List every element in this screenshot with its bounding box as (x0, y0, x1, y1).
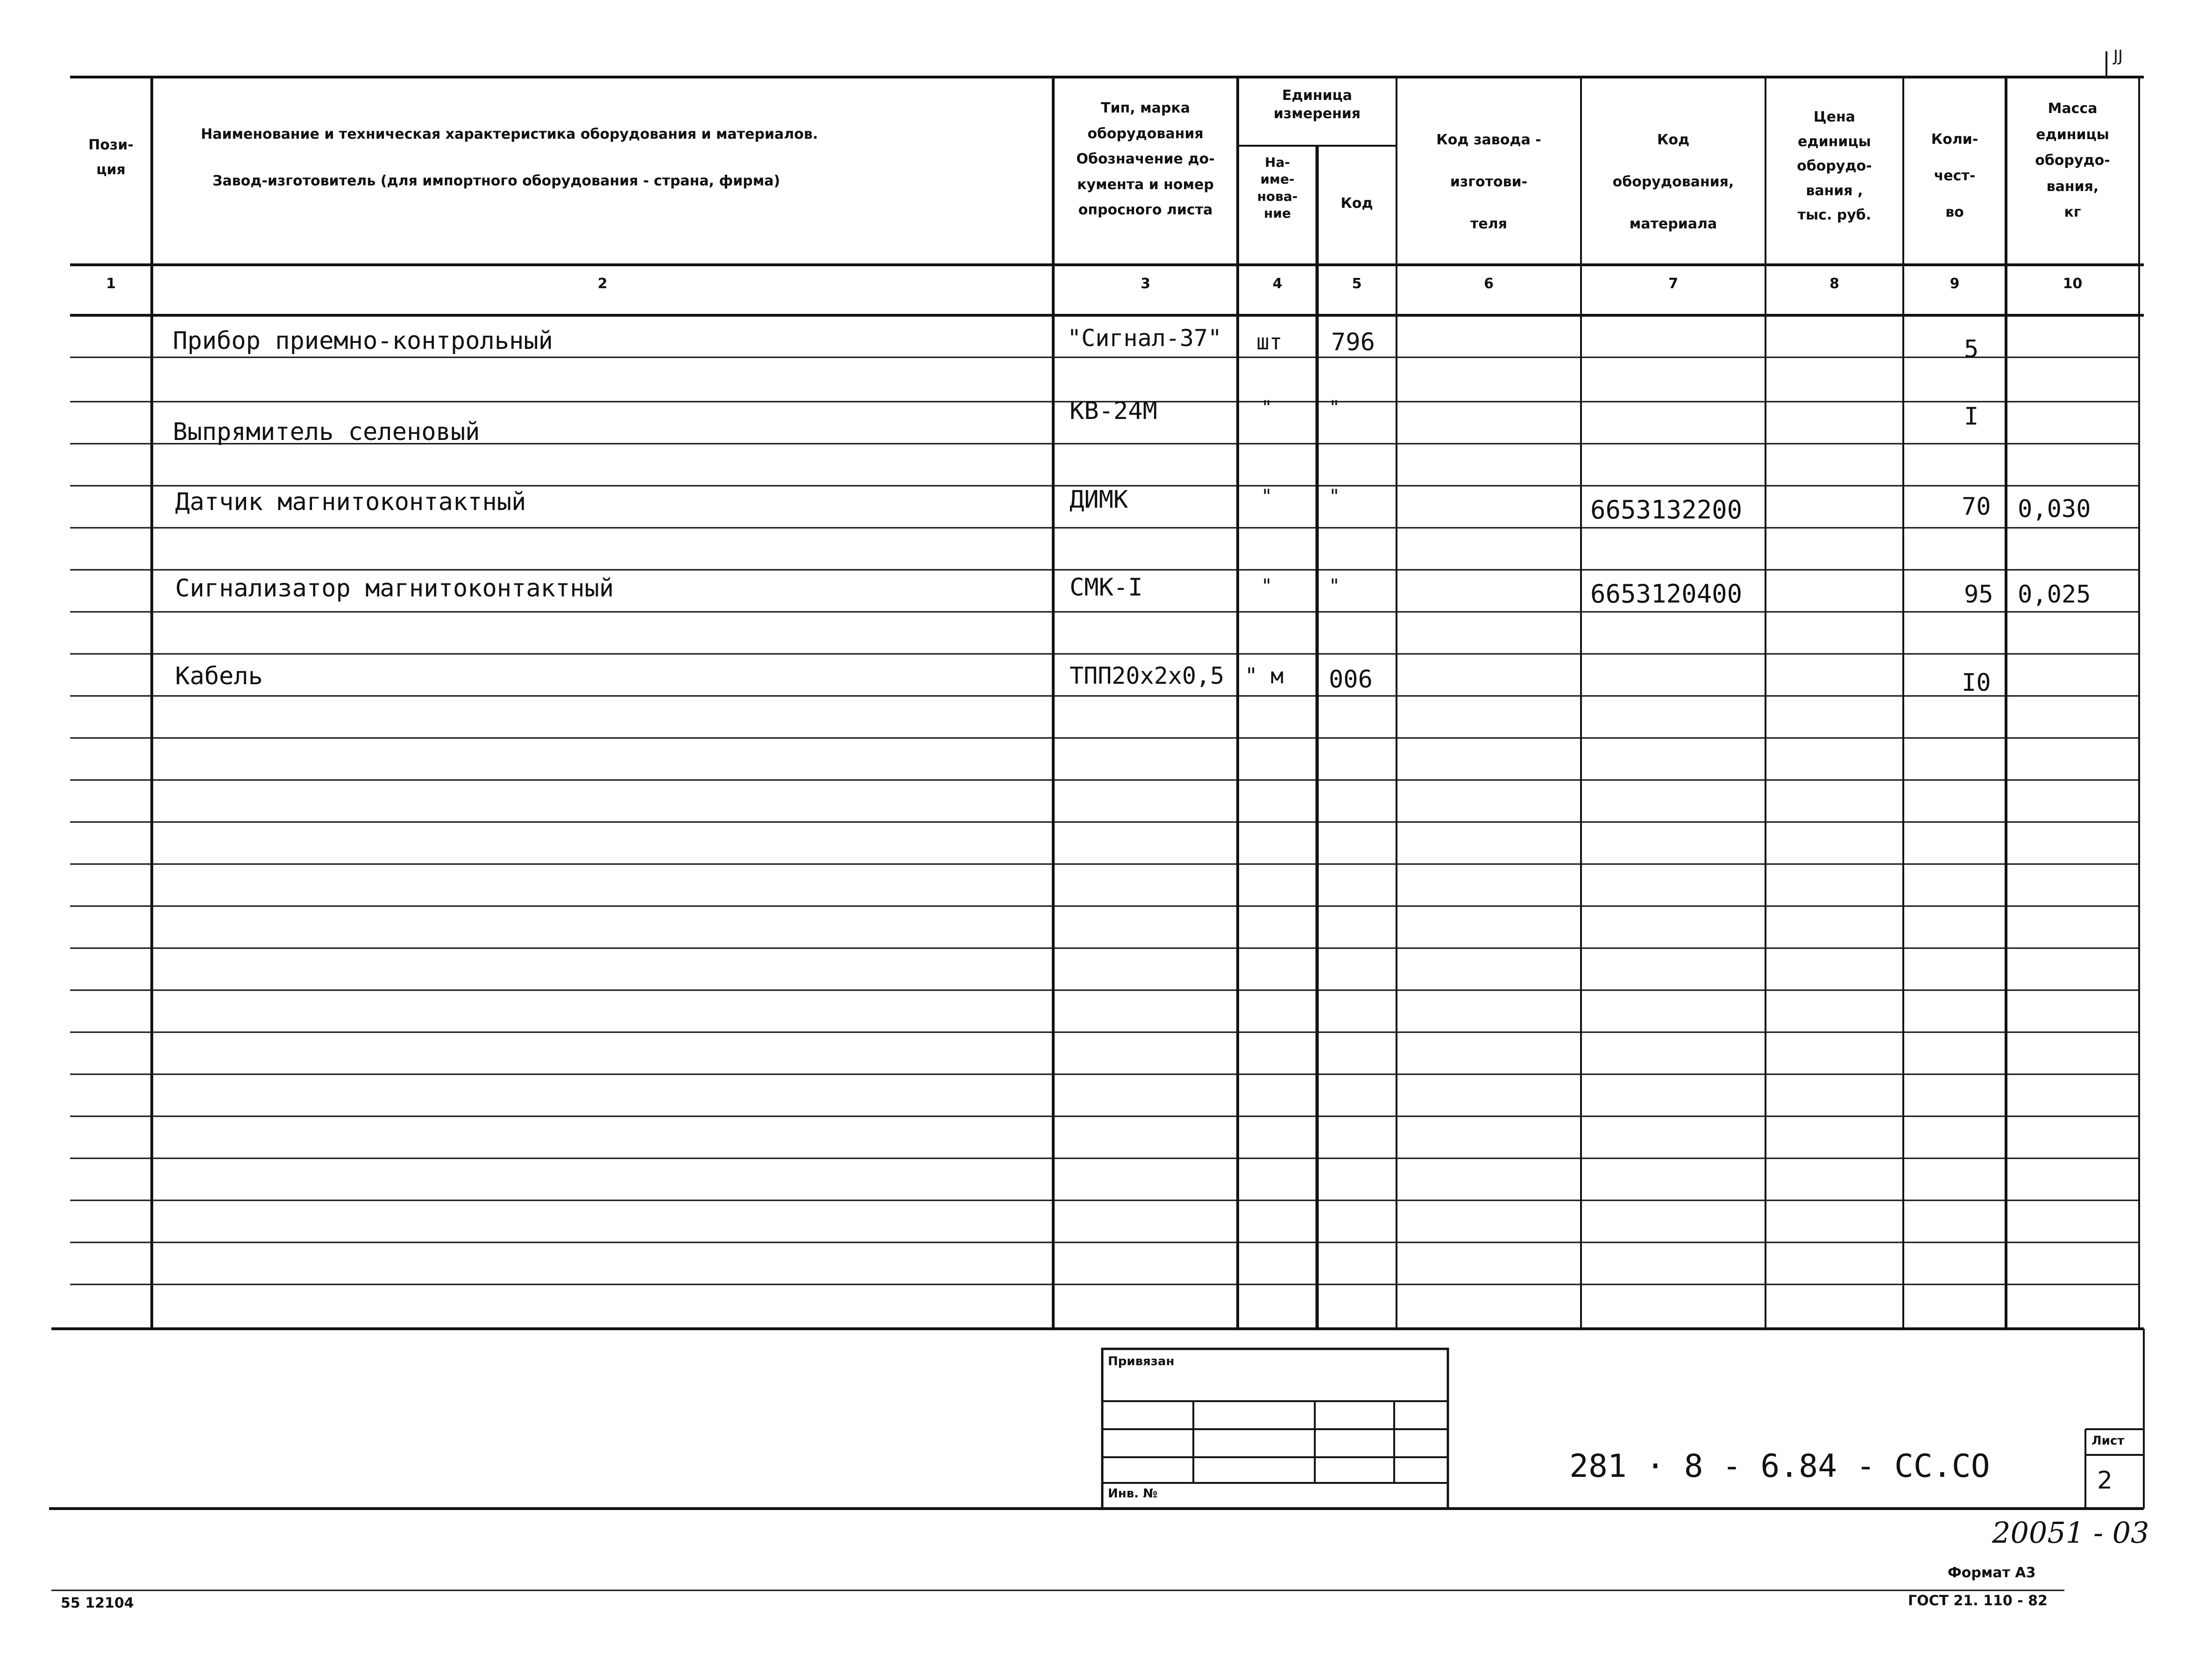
row-quantity: I0 (1962, 669, 1991, 697)
header-unit-group: Единица измерения (1273, 87, 1361, 122)
header-quantity: Коли- чест- во (1931, 131, 1978, 220)
col-number-5: 5 (1352, 276, 1362, 292)
corner-mark: ЈЈ (2113, 47, 2123, 65)
col-number-9: 9 (1950, 276, 1960, 292)
row-quantity: 5 (1964, 335, 1979, 363)
row-equipment-code: 6653132200 (1590, 495, 1743, 525)
stamp-privyazan: Привязан (1108, 1354, 1175, 1368)
header-equipment-code: Код оборудования, материала (1612, 132, 1734, 232)
gost-label: ГОСТ 21. 110 - 82 (1908, 1593, 2048, 1609)
row-type: КВ-24М (1070, 397, 1157, 425)
row-name: Датчик магнитоконтактный (175, 488, 526, 516)
row-unit: " м (1245, 663, 1284, 688)
handwritten-number: 20051 - 03 (1992, 1516, 2149, 1550)
row-equipment-code: 6653120400 (1590, 579, 1743, 609)
row-unit: " (1261, 486, 1273, 507)
row-name: Выпрямитель селеновый (173, 418, 480, 446)
row-quantity: 95 (1964, 581, 1993, 609)
row-type: ДИМК (1070, 486, 1128, 514)
row-type: ТПП20х2х0,5 (1070, 662, 1225, 689)
row-quantity: I (1964, 403, 1979, 431)
col-number-1: 1 (106, 276, 116, 292)
col-number-10: 10 (2063, 276, 2083, 292)
format-label: Формат А3 (1948, 1565, 2036, 1581)
row-unit-code: " (1329, 486, 1340, 507)
document-code: 281 · 8 - 6.84 - СС.СО (1569, 1448, 1990, 1485)
row-quantity: 70 (1962, 493, 1991, 521)
row-unit: шт (1256, 329, 1283, 354)
header-position: Пози- ция (88, 137, 134, 178)
row-unit-code: " (1329, 575, 1340, 597)
row-unit: " (1261, 575, 1273, 597)
col-number-7: 7 (1668, 276, 1678, 292)
col-number-8: 8 (1829, 276, 1839, 292)
header-plant-code: Код завода - изготови- теля (1436, 132, 1541, 232)
col-number-6: 6 (1484, 276, 1494, 292)
col-number-4: 4 (1272, 276, 1283, 292)
header-name-line2: Завод-изготовитель (для импортного оборудования - страна, фирма) (213, 173, 780, 189)
header-name-line1: Наименование и техническая характеристика оборудования и материалов. (201, 126, 818, 142)
row-name: Прибор приемно-контрольный (173, 327, 553, 355)
row-mass: 0,025 (2018, 581, 2091, 609)
row-name: Сигнализатор магнитоконтактный (175, 574, 614, 603)
header-price: Цена единицы оборудо- вания , тыс. руб. (1797, 109, 1872, 223)
row-unit: " (1261, 397, 1273, 418)
row-name: Кабель (175, 662, 263, 690)
row-type: СМК-I (1070, 574, 1143, 602)
col-number-3: 3 (1141, 276, 1150, 292)
row-unit-code: 006 (1329, 666, 1373, 694)
left-code: 55 12104 (61, 1595, 134, 1611)
stamp-inv-no: Инв. № (1108, 1487, 1158, 1501)
row-unit-code: " (1329, 397, 1340, 418)
col-number-2: 2 (597, 276, 608, 292)
row-mass: 0,030 (2018, 495, 2091, 523)
header-unit-code: Код (1340, 195, 1373, 212)
header-type: Тип, марка оборудования Обозначение до- кумента и номер опросного листа (1076, 100, 1215, 219)
row-unit-code: 796 (1331, 328, 1375, 356)
header-unit-name: На- име- нова- ние (1257, 155, 1298, 221)
sheet-number: 2 (2097, 1467, 2113, 1495)
row-type: "Сигнал-37" (1067, 325, 1222, 352)
sheet-label: Лист (2091, 1434, 2125, 1448)
header-mass: Масса единицы оборудо- вания, кг (2035, 100, 2110, 220)
